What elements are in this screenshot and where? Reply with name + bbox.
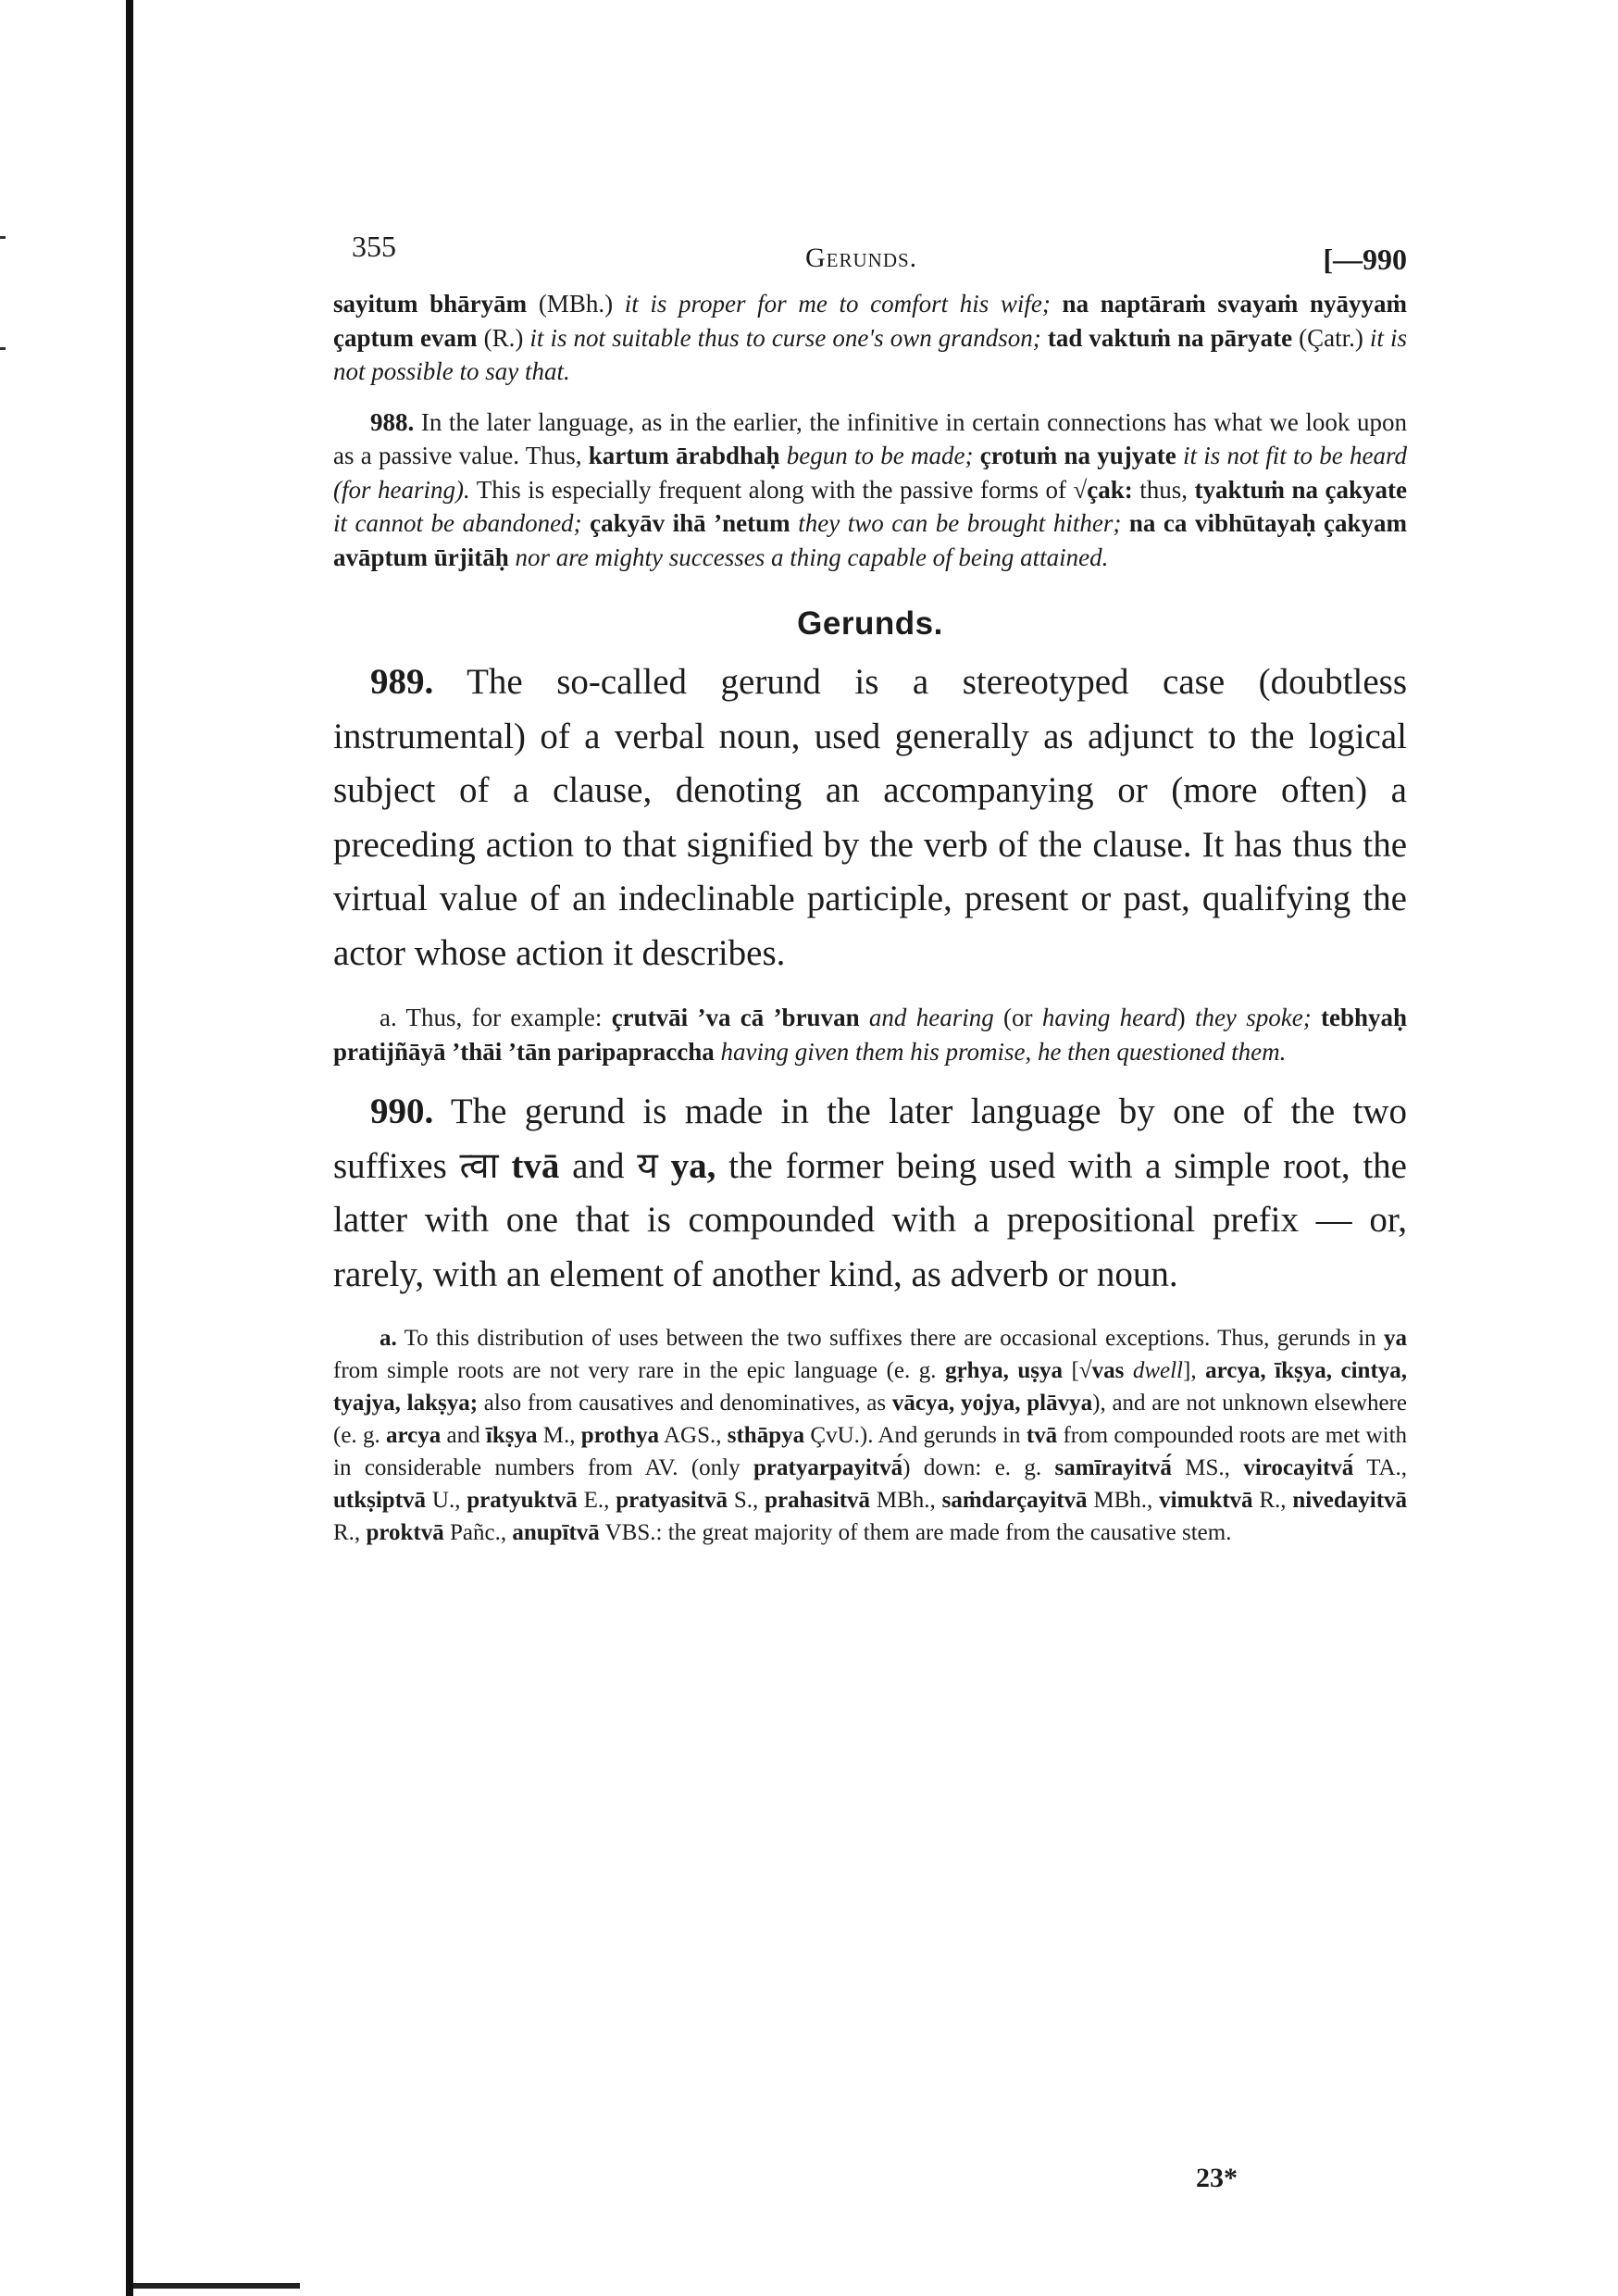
bold-text-run: a. xyxy=(380,1326,397,1351)
text-run: MS., xyxy=(1171,1455,1244,1480)
bold-text-run: 990. xyxy=(370,1092,434,1131)
text-run: (MBh.) xyxy=(527,290,625,318)
text-run: ) xyxy=(1176,1004,1195,1031)
text-run: and य xyxy=(559,1145,671,1186)
bold-text-run: tvā xyxy=(1026,1423,1058,1448)
text-run: (Çatr.) xyxy=(1292,323,1370,352)
text-run: The so-called gerund is a stereotyped case (doubtless instrumental) of a verbal noun, used generally as adjunct to the logical subject of a clause, denoting an accompanying or (more often) a preceding action to that signified by the verb of the clause. It has thus the virtual value of an indeclinable participle, present or past, qualifying the actor whose action it describes. xyxy=(333,662,1407,973)
italic-text-run: having heard xyxy=(1041,1004,1177,1031)
text-run: the former being used with a simple root, the latter with one that is compounded with a prepositional prefix — or, rarely, with an element of another kind, as adverb or noun. xyxy=(333,1145,1407,1294)
bold-text-run: kartum ārabdhaḥ xyxy=(588,442,780,469)
bold-text-run: pratyarpayitvā́ xyxy=(753,1455,903,1480)
text-run: and xyxy=(441,1423,486,1448)
italic-text-run: they two can be brought hither; xyxy=(798,509,1122,537)
text-run: VBS.: the great majority of them are made from the causative stem. xyxy=(599,1520,1232,1545)
text-run xyxy=(509,543,516,571)
bold-text-run: vas xyxy=(1091,1358,1125,1383)
italic-text-run: dwell xyxy=(1132,1358,1184,1383)
running-title: Gerunds. xyxy=(805,243,918,273)
bold-text-run: nivedayitvā xyxy=(1292,1488,1408,1513)
bold-text-run: 989. xyxy=(370,662,434,702)
text-run: R., xyxy=(333,1520,367,1545)
section-range: [—990 xyxy=(1323,243,1407,276)
spine-foot-line xyxy=(133,2283,300,2289)
bold-text-run: tvā xyxy=(511,1145,560,1186)
text-run: (or xyxy=(993,1004,1042,1031)
bold-text-run: sthāpya xyxy=(727,1423,805,1448)
bold-text-run: proktvā xyxy=(366,1520,444,1545)
text-run xyxy=(1124,1358,1133,1383)
italic-text-run: they spoke; xyxy=(1194,1004,1312,1031)
page-number: 355 xyxy=(352,230,396,263)
text-run: ), and are not unknown elsewhere (e. g. xyxy=(333,1391,1407,1448)
text-run: S., xyxy=(728,1488,765,1513)
bold-text-run: tyaktuṁ na çakyate xyxy=(1194,475,1408,504)
text-run xyxy=(1176,442,1183,469)
section-heading: Gerunds. xyxy=(797,605,943,642)
page-body xyxy=(333,222,1407,1549)
bold-text-run: samīrayitvā́ xyxy=(1054,1455,1172,1480)
bold-text-run: sayitum bhāryām xyxy=(333,290,528,318)
bold-text-run: çak: xyxy=(1087,475,1133,504)
text-run: R., xyxy=(1252,1488,1293,1513)
text-run: thus, xyxy=(1132,475,1195,504)
bold-text-run: 988. xyxy=(370,407,415,436)
text-run: In the later language, as in the earlier, the infinitive in certain connections has what we look upon as a passive value. Thus, xyxy=(333,407,1407,469)
text-run: M., xyxy=(537,1423,581,1448)
bold-text-run: na naptāraṁ svayaṁ nyāyyaṁ çaptum evam xyxy=(333,290,1408,352)
text-run xyxy=(582,509,591,537)
italic-text-run: it is not possible to say that. xyxy=(333,323,1407,385)
bold-text-run: arcya xyxy=(385,1423,442,1448)
bold-text-run: ya xyxy=(1384,1326,1407,1351)
bold-text-run: na ca vibhūtayaḥ çakyam avāptum ūrjitāḥ xyxy=(333,509,1408,571)
bold-text-run: çrutvāi ’va cā ’bruvan xyxy=(611,1004,860,1031)
text-run xyxy=(974,442,980,469)
italic-text-run: it is not fit to be heard (for hearing). xyxy=(333,442,1408,504)
bold-text-run: tad vaktuṁ na pāryate xyxy=(1047,323,1293,352)
text-run: U., xyxy=(426,1488,467,1513)
bold-text-run: vimuktvā xyxy=(1159,1488,1253,1513)
italic-text-run: and hearing xyxy=(868,1004,994,1031)
text-run: AGS., xyxy=(659,1423,728,1448)
italic-text-run: having given them his promise, he then questioned them. xyxy=(720,1037,1287,1066)
text-run xyxy=(1121,509,1129,537)
text-run: The gerund is made in the later language by one of the two suffixes त्वा xyxy=(333,1092,1407,1186)
text-run xyxy=(860,1004,869,1031)
paragraph-990 xyxy=(333,1085,1407,1302)
bold-text-run: tebhyaḥ pratijñāyā ’thāi ’tān paripapraccha xyxy=(333,1004,1408,1066)
bold-text-run: pratyuktvā xyxy=(467,1488,578,1513)
text-run: from compounded roots are met with in considerable numbers from AV. (only xyxy=(333,1423,1408,1480)
text-run: TA., xyxy=(1353,1455,1408,1480)
text-run: ) down: e. g. xyxy=(902,1455,1055,1480)
bold-text-run: īkṣya xyxy=(485,1423,538,1448)
text-run xyxy=(715,1038,721,1066)
text-run: Pañc., xyxy=(443,1520,513,1545)
paragraph-987-continued xyxy=(333,287,1407,389)
text-run xyxy=(1312,1004,1321,1031)
bold-text-run: gṛhya, uṣya xyxy=(945,1358,1063,1383)
italic-text-run: it is not suitable thus to curse one's own grandson; xyxy=(529,323,1041,352)
text-run: MBh., xyxy=(870,1488,942,1513)
text-run: E., xyxy=(577,1488,616,1513)
book-spine-edge xyxy=(126,0,133,2296)
bold-text-run: saṁdarçayitvā xyxy=(941,1488,1088,1513)
text-run: also from causatives and denominatives, as xyxy=(478,1391,892,1416)
italic-text-run: begun to be made; xyxy=(786,442,974,469)
paragraph-989a xyxy=(333,1001,1407,1068)
text-run: MBh., xyxy=(1087,1488,1160,1513)
italic-text-run: it cannot be abandoned; xyxy=(333,509,582,537)
text-run xyxy=(1051,290,1063,318)
bold-text-run: vācya, yojya, plāvya xyxy=(891,1391,1093,1416)
text-run xyxy=(1041,324,1048,352)
bold-text-run: prahasitvā xyxy=(765,1488,871,1513)
paragraph-988 xyxy=(333,406,1407,575)
bold-text-run: anupītvā xyxy=(512,1520,600,1545)
edge-mark xyxy=(0,347,6,350)
paragraph-989 xyxy=(333,655,1407,980)
bold-text-run: çakyāv ihā ’netum xyxy=(590,509,790,537)
italic-text-run: nor are mighty successes a thing capable of being attained. xyxy=(515,543,1109,571)
text-run: This is especially frequent along with the passive forms of √ xyxy=(469,475,1088,504)
running-header xyxy=(333,222,1407,287)
text-run: (R.) xyxy=(477,323,530,352)
text-run: a. Thus, for example: xyxy=(380,1004,612,1031)
bold-text-run: prothya xyxy=(580,1423,660,1448)
text-run: ÇvU.). And gerunds in xyxy=(804,1423,1027,1448)
bold-text-run: utkṣiptvā xyxy=(333,1488,427,1513)
text-run xyxy=(780,442,787,469)
bold-text-run: pratyasitvā xyxy=(616,1488,728,1513)
text-run xyxy=(790,509,799,537)
paragraph-990a xyxy=(333,1322,1407,1549)
bold-text-run: arcya, īkṣya, cintya, tyajya, lakṣya; xyxy=(333,1358,1408,1416)
text-run: [√ xyxy=(1063,1358,1092,1383)
text-run: To this distribution of uses between the two suffixes there are occasional exceptions. Thus, gerunds in xyxy=(396,1326,1384,1351)
bold-text-run: virocayitvā́ xyxy=(1243,1455,1354,1480)
italic-text-run: it is proper for me to comfort his wife; xyxy=(624,290,1051,318)
edge-mark xyxy=(0,236,6,239)
text-run: from simple roots are not very rare in the epic language (e. g. xyxy=(333,1358,946,1383)
bold-text-run: ya, xyxy=(670,1145,716,1186)
signature-mark: 23* xyxy=(1196,2163,1238,2193)
text-run: ], xyxy=(1183,1358,1206,1383)
bold-text-run: çrotuṁ na yujyate xyxy=(979,442,1176,469)
